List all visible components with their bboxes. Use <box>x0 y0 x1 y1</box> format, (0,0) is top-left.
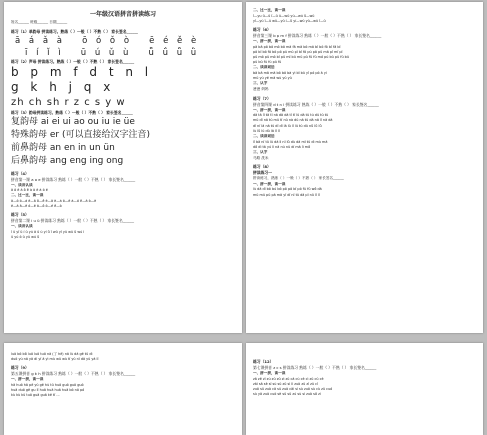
exercise-5-line-2: ū yú ō ǔ yǔ wú ǚ <box>11 235 40 240</box>
compare-question: 二、比一比，读一读 <box>253 8 286 12</box>
exercise-12-subtitle: 第七课拼音 z c s 拼读练习 熟练（ ）一般（ ）不熟（ ） 家长签名______ <box>253 365 377 370</box>
exercise-6-line-2: pō bǐ bō fō bō pō pǔ mǔ pǐ bǐ fō pú pā pū mǎ pǐ mǐ pǐ <box>253 49 343 54</box>
exercise-7-header: 练习（7） <box>253 95 271 101</box>
exercise-6-subtitle: 拼音第三课 b p m f 拼读练习 熟练（ ）一般（ ）不熟（ ） 家长签名______ <box>253 33 382 38</box>
exercise-6-question-2: 二、读读词语 <box>253 65 275 70</box>
exercise-4-line-2: ā—ō ó—á ē—ā ǒ—ě é—ā è—á ō—ē á—ó ě—ǎ ò—è <box>11 198 97 203</box>
exercise-7-question-3: 三、认字 <box>253 150 268 154</box>
document-page-4 <box>246 343 483 435</box>
exercise-6-question-3: 三、认字 <box>253 81 268 86</box>
exercise-7-characters: 马路 洗米 <box>253 155 269 160</box>
exercise-7-line-2: mǔ dǐ nǎ tǔ mǔ tǐ nǔ nà dǔ nǎ tǔ dǎ nǎ lǐ nǎ dǎ <box>253 118 333 123</box>
page-3-words-1: luò bō bǒ luō luō tuō nǎ (了 hē) nǎ lù dǎ gē tū dì <box>11 352 93 356</box>
exercise-8-question-1: 一、拼一拼，读一读 <box>253 181 286 186</box>
exercise-6-words-1: bā bā mā mā bō bō bà yì bǐ bǔ yī pó pó ǎ yí <box>253 71 327 75</box>
exercise-7-question-2: 二、读读词语 <box>253 134 275 138</box>
exercise-8-line-2: mǔ mǔ pǔ pǎ mǎ yǐ dǐ nǐ tǔ dā pǐ nū lǐ lǐ <box>253 192 320 197</box>
exercise-4-question-1: 一、读音认读 <box>11 182 33 187</box>
exercise-6-header: 练习（6） <box>253 27 271 32</box>
exercise-7-subtitle: 拼音第四课 d t n l 拼读练习 熟练（ ）一般（ ）不熟（ ） 家长签名______ <box>253 101 379 107</box>
exercise-12-line-1: zā zē zǐ zú zǔ zū zì zǔ cǎ cù cè cì zǔ cǔ cè <box>253 376 324 381</box>
exercise-5-line-1: ǐ ū yī ǖ í ǔ yú ǎ ū ù yí ǚ ī wū yǐ yǔ wǔ ǘ wú ì <box>11 229 85 234</box>
student-info-fields: 姓名______ 班级______ 日期______ <box>11 20 68 24</box>
tone-row-2: ī í ǐ ì ū ú ǔ ù ǖ ǘ ǚ ǜ <box>25 47 200 58</box>
document-page-3 <box>4 343 242 435</box>
exercise-9-header: 练习（9） <box>11 365 29 371</box>
exercise-12-line-3: zuō sū zuò cā sǔ zuò cāi sì sù zuō sù cù zū cuó <box>253 387 333 391</box>
exercise-7-line-3: dǐ nǐ lǎ nǎ tǔ dǐ dǐ lǎ lǔ lǐ lǔ tǔ dǔ nǚ lǚ lǚ <box>253 123 322 128</box>
tone-row-1: ā á ǎ à ō ó ǒ ò ē é ě è <box>15 35 200 46</box>
initials-row-1: b p m f d t n l <box>11 64 150 79</box>
exercise-8-rating: 拼读练习，熟练（ ）一般（ ）不熟（ ） 家长签名______ <box>253 176 344 181</box>
exercise-9-line-1: hā huō hā pē yǔ gē hù tū huō guō guō guō <box>11 383 84 387</box>
exercise-4-question-2: 二、比一比，读一读 <box>11 193 44 198</box>
compare-line-2: yī—yú ī—ǔ wū—yū í—ǚ yí—wǔ yǔ—wǔ ī—ū <box>253 18 326 23</box>
exercise-5-subtitle: 拼音第二课 i u ü 拼读练习 熟练（ ）一般（ ）不熟（ ） 家长签名______ <box>11 218 135 224</box>
exercise-6-characters: 爸爸 妈妈 <box>253 87 269 91</box>
exercise-2-header: 练习（2）声母 拼读练习。熟练（ ）一般（ ）不熟（ ） 家长签名______ <box>11 58 135 64</box>
exercise-7-line-1: dā tā lǐ tā tǐ nǎ dā dǎ tǐ tǐ lǔ dǎ tǔ tú dǔ tǔ tǔ <box>253 113 329 118</box>
exercise-12-question-1: 一、拼一拼，读一读 <box>253 371 286 375</box>
exercise-9-subtitle: 第五课拼音 g k h 拼读练习 熟练（ ）一般（ ）不熟（ ） 家长签名______ <box>11 371 136 377</box>
exercise-7-line-4: lù lǚ lǔ dǔ lǎ lǐ lǐ <box>253 128 280 133</box>
exercise-6-line-4: pǔ bū fǔ fú pǔ fǔ <box>253 60 282 65</box>
document-page-1 <box>4 2 242 333</box>
exercise-9-line-2: huā duō gē gu lǐ huā huā huā huā bō nō pó <box>11 388 85 393</box>
exercise-1-header: 练习（1）单韵母 拼读练习。熟练（ ）一般（ ）不熟（ ） 家长签名______ <box>11 28 138 34</box>
exercise-5-question-1: 一、读音认读 <box>11 224 33 229</box>
exercise-6-line-1: pā bā pō bō mō bō mǎ fā mā bō mǎ bǐ bō fō bǐ fā bǐ <box>253 44 341 49</box>
exercise-8-line-1: lù dā dǐ bō bú bō pō pō bǐ pó fǔ fū wǒ dǎ <box>253 187 322 192</box>
finals-row-special: 特殊韵母 er (可以直接给汉字注音) <box>11 129 150 140</box>
compare-line-1: ī—yu ǖ—ū ī—ū ǔ—wǔ yú—wú ǚ—wǔ <box>253 13 315 18</box>
exercise-7-question-1: 一、拼一拼，读一读 <box>253 107 286 112</box>
exercise-4-header: 练习（4） <box>11 170 29 176</box>
exercise-6-question-1: 一、拼一拼，读一读 <box>253 39 286 43</box>
exercise-4-line-1: ā ō ē ǎ ǒ ě à ò è á ó é <box>11 188 48 193</box>
exercise-8-subtitle: 拼读练习一 <box>253 170 272 176</box>
exercise-6-words-2: mǔ yú yé mǎ wù yǔ yǔ <box>253 76 292 81</box>
initials-row-3: zh ch sh r z c s y w <box>11 96 126 108</box>
exercise-9-line-3: kù kù kǔ tuō guā guā kē tī ... <box>11 393 60 398</box>
exercise-12-line-4: sù yā zuò cuò sè sū sū zú sù sì zuò sǒ zì <box>253 392 321 397</box>
finals-row-front-nasal: 前鼻韵母 an en in un ün <box>11 142 115 153</box>
exercise-7-words-2: dǒ dì tǎ yú lì nǎ nú nǔ dí mǎ lì mǒ <box>253 144 311 149</box>
exercise-8-header: 练习（8） <box>253 164 271 170</box>
initials-row-2: g k h j q x <box>11 79 112 94</box>
exercise-12-header: 练习（12） <box>253 359 274 364</box>
finals-row-back-nasal: 后鼻韵母 ang eng ing ong <box>11 155 124 166</box>
exercise-4-line-3: ē—ǎ ā—ē ó—ē ǎ—ǒ ō—é ě—ò <box>11 204 62 209</box>
exercise-12-line-2: zǎi sā sè sǐ sù sǔ zū sì lì zuò zǔ zǐ zǔ cǐ <box>253 381 318 386</box>
exercise-9-question-1: 一、拼一拼，读一读 <box>11 377 44 382</box>
exercise-3-header: 练习（3）韵母拼读练习。熟练（ ）一般（ ）不熟（ ） 家长签名______ <box>11 109 133 115</box>
worksheet-title: 一年级汉语拼音拼读练习 <box>89 11 156 18</box>
exercise-4-subtitle: 拼音第一课 a o e 拼读练习 熟练（ ）一般（ ）不熟（ ） 家长签名______ <box>11 176 136 182</box>
exercise-5-header: 练习（5） <box>11 212 29 218</box>
finals-row-compound: 复韵母 ai ei ui ao ou iu ie üe <box>11 116 135 127</box>
exercise-6-line-3: pū mō pǔ mō bǐ pū mǐ bǔ mǔ pǔ fū fǔ mó pú bǔ pǔ fǔ bǔ <box>253 55 349 59</box>
exercise-7-words-1: lǐ bā nǐ tū lǔ dǎ lì nǐ lǜ dù dǎ mǐ tǔ dì mù mǎ <box>253 139 328 144</box>
page-3-words-2: duō yú nǎ yǎ dì yǐ ǎ yì mù wū wù tǐ yǔ nǐ dǎ yǔ yǎ lǐ <box>11 357 99 362</box>
document-page-2 <box>246 2 483 333</box>
